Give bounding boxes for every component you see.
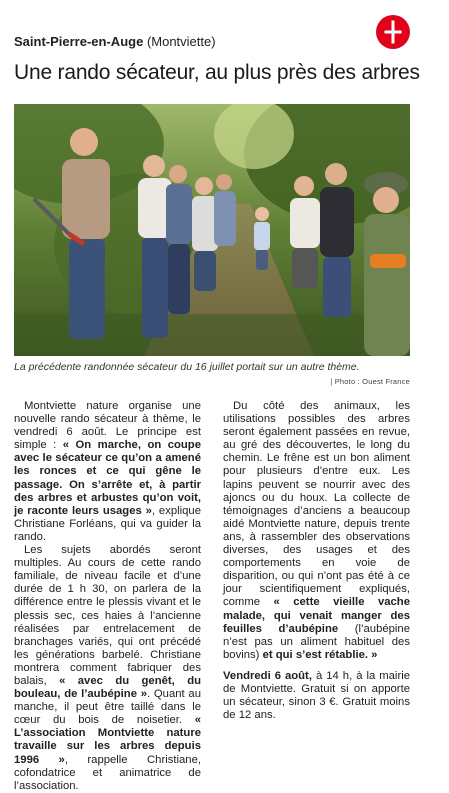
quote: et qui s’est rétablie. » (262, 648, 378, 661)
text-run: (l’aubépine n’est pas un aliment habituel des bovins) (223, 622, 410, 661)
quote: « avec du genêt, du bouleau, de l’aubépine » (14, 674, 202, 701)
text-run: Montviette nature organise une nouvelle rando sécateur à thème, le vendredi 6 août. Le principe est simple : (14, 400, 201, 452)
quote: « On marche, on coupe avec le sécateur ce qu’on a amené les ronces et ce qui gêne le passage. On s’arrête et, à partir des arbres et arbustes qu’on voit, je raconte leurs usages » (14, 439, 201, 517)
quote: « L’association Montviette nature travaille sur les arbres depuis 1996 » (14, 714, 201, 766)
event-date: Vendredi 6 août, (223, 669, 312, 682)
text-run: Les sujets abordés seront multiples. Au cours de cette rando familiale, de niveau facile et d’une durée de 1 h 30, on parlera de la différence entre le plessis vivant et le plessis sec, ces haies à l’ancienne réalisées par entrelacement de branchages variés, qui ont précédé les générations barbelé. Christiane montrera comment fabriquer des balais, (14, 544, 201, 687)
article-column-1 (14, 400, 201, 793)
text-run: , explique Christiane Forléans, qui va guider la rando. (14, 504, 201, 543)
article-photo (14, 104, 410, 356)
text-run: , rappelle Christiane, cofondatrice et animatrice de l’association. (14, 753, 202, 792)
hikers-on-path-image (14, 104, 410, 356)
article-column-2 (223, 400, 410, 722)
paragraph-3 (223, 400, 410, 662)
quote: « cette vieille vache malade, qui venait manger des feuilles d’aubépine (223, 596, 410, 635)
text-run: à 14 h, à la mairie de Montviette. Gratuit si on apporte un sécateur, sinon 3 €. Gratuit moins de 12 ans. (223, 669, 411, 722)
article-header (14, 34, 216, 49)
location: Saint-Pierre-en-Auge (14, 34, 144, 49)
photo-caption: La précédente randonnée sécateur du 16 juillet portait sur un autre thème. (14, 361, 360, 373)
headline: Une rando sécateur, au plus près des arbres (14, 61, 420, 84)
paragraph-1 (14, 400, 201, 544)
text-run: . Quant au manche, il peut être taillé dans le cœur du bois de noisetier. (14, 688, 201, 727)
paragraph-2 (14, 544, 201, 793)
ouest-france-logo-icon (376, 15, 410, 49)
photo-credit: | Photo : Ouest France (330, 377, 410, 386)
text-run: Du côté des animaux, les utilisations possibles des arbres seront également passées en revue, au gré des découvertes, le long du chemin. Le frêne est un bon aliment pour plusieurs d’entre eux. Les lapins peuvent se nourrir avec des ajoncs ou du houx. La collecte de témoignages d’anciens a beaucoup aidé Montviette nature, depuis trente ans, à rassembler des observations diverses, des usages et des comportements en voie de disparition, ou qui n’ont pas été à ce jour scientifiquement expliqués, comme (223, 400, 410, 609)
sublocation: (Montviette) (146, 34, 216, 49)
event-info (223, 670, 410, 722)
